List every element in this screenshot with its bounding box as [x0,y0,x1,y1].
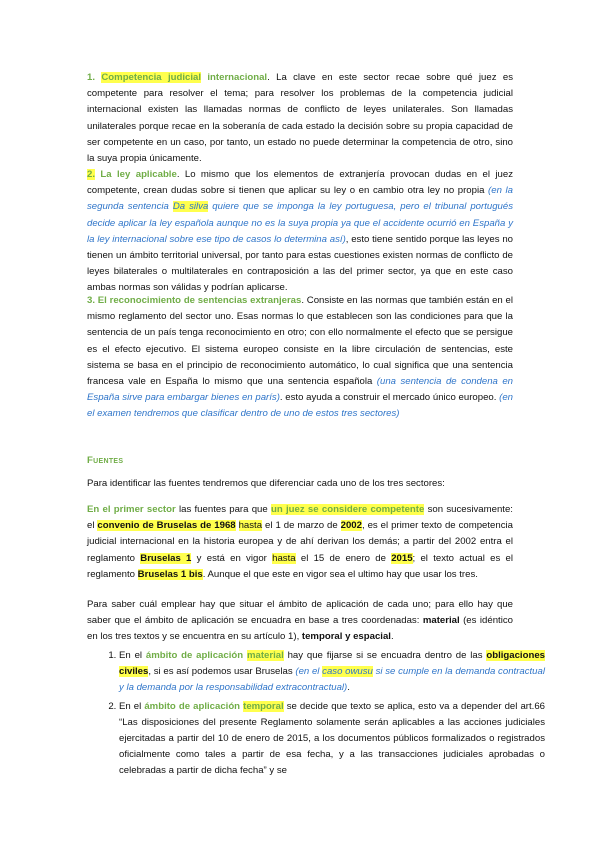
obligaciones-civiles-highlight: obligaciones civiles [119,650,545,678]
note-run: si se cumple en la demanda contractual y la demanda por la responsabilidad extracontractual) [119,666,545,694]
paragraph-section-2 [87,167,513,297]
text-run: , si es así podemos usar Bruselas [148,666,296,678]
juez-competente-highlight: un juez se considere competente [271,504,425,515]
caso-owusu-highlight: caso owusu [322,666,373,678]
text-run: . Aunque el que este en vigor sea el ultimo hay que usar los tres. [202,568,478,580]
hasta-highlight: hasta [238,520,263,532]
section-2-title: La ley aplicable [100,169,177,180]
section-3-body-a: . Consiste en las normas que también están en el mismo reglamento del sector uno. Esas normas lo que establecen son las condiciones para que la sentencia de un país tenga reconocimiento en otro; con ello normalmente el efecto que se persigue es el efecto ejecutivo. El sistema europeo consiste en la libre circulación de sentencias, este sistema se basa en el principio de reconocimiento automático, lo cual significa que una sentencia francesa vale en España lo mismo que una sentencia española [87,295,513,388]
section-2-body-a: . Lo mismo que los elementos de extranjería provocan dudas en el juez competente, crean dudas sobre si tienen que aplicar su ley o en cambio otra ley no propia [87,169,513,197]
temporal-highlight: temporal [243,700,284,712]
material-bold: material [422,615,460,627]
note-run: (en el [295,666,323,678]
paragraph-primer-sector [87,502,513,583]
primer-sector-lead: En el primer sector [87,504,176,515]
text-run: Para saber cuál emplear hay que situar el ámbito de aplicación de cada uno; para ello hay que saber que el ámbito de aplicación se encuadra en base a tres coordenadas: [87,599,513,627]
section-2-body-b: , esto tiene sentido porque las leyes no tienen un ámbito territorial universal, por tanto para estas cuestiones existen normas de conflicto de leyes bilaterales o multilaterales en contraposición a las del primer sector, ya que en este caso ambas normas son válidas y podrían aplicarse. [87,233,513,294]
text-run: hay que fijarse si se encuadra dentro de las [283,650,487,661]
list-item-temporal [119,699,545,780]
list-item-material [119,648,545,697]
ambito-label: ámbito de aplicación [145,650,244,661]
text-run: . [347,682,350,694]
text-run: ; el texto actual es el reglamento [87,552,513,580]
year-2002-highlight: 2002 [340,520,362,532]
paragraph-ambito [87,597,513,646]
section-1-body: . La clave en este sector recae sobre qué juez es competente para resolver el tema; para resolver los problemas de la competencia judicial internacional existen las llamadas normas de conflicto de leyes unilaterales. Son llamadas unilaterales porque recae en la soberanía de cada estado la decisión sobre su propia capacidad de ser competente en un caso, por tanto, un estado no puede determinar la competencia de otro, sino la suya propia únicamente. [87,72,513,165]
bruselas-1-bis-highlight: Bruselas 1 bis [137,568,203,580]
section-1-number: 1. [87,72,96,83]
section-3-body-b: . esto ayuda a construir el mercado único europeo. [279,392,500,404]
hasta-highlight-2: hasta [272,552,296,564]
fuentes-intro: Para identificar las fuentes tendremos que diferenciar cada uno de los tres sectores: [87,478,445,489]
paragraph-section-1 [87,70,513,167]
text-run: En el [119,700,145,712]
section-1-title-highlight: Competencia judicial [101,72,202,83]
text-run: se decide que texto se aplica, esto va a depender del art.66 “Las disposiciones del presente Reglamento solamente serán aplicables a las acciones judiciales ejercitadas a partir del 10 de enero de 2015, a los documentos públicos formalizados o registrados oficialmente como tales a partir de esa fecha, y a las transacciones judiciales aprobadas o celebradas a partir de dicha fecha” y se [119,700,545,777]
bruselas-1-highlight: Bruselas 1 [140,552,192,564]
text-run: (es idéntico en los tres textos y se encuentra en su artículo 1), [87,615,513,643]
section-2-note-a: (en la segunda sentencia [87,185,513,213]
text-run: son sucesivamente: el [87,504,513,532]
convenio-bruselas-highlight: convenio de Bruselas de 1968 [97,520,236,532]
ambito-label: ámbito de aplicación [144,700,241,712]
text-run: el 15 de enero de [295,552,392,564]
section-3-note-b: (en el examen tendremos que clasificar dentro de uno de estos tres sectores) [87,392,514,420]
text-run: , es el primer texto de competencia judicial internacional en la historia europea y de ahí derivan los demás; a partir del 2002 entra el reglamento [87,520,513,564]
text-run: el 1 de marzo de [262,520,341,532]
text-run: y está en vigor [191,552,273,564]
section-1-title: internacional [201,72,268,83]
section-2-note-b: quiere que se imponga la ley portuguesa, pero el tribunal portugués decide aplicar la ley española aunque no es la suya propia ya que el accidente ocurrió en España y la ley internacional sobre ese tipo de casos lo determina así) [87,201,513,245]
fuentes-heading: Fuentes [87,455,124,466]
ambito-list [87,648,545,782]
temporal-espacial-bold: temporal y espacial [301,631,391,643]
section-2-number: 2. [87,169,96,180]
paragraph-section-3 [87,293,513,423]
text-run: las fuentes para que [175,504,272,515]
text-run: . [390,631,394,643]
section-3-title: 3. El reconocimiento de sentencias extranjeras [87,295,302,306]
section-2-note-highlight: Da silva [172,201,209,213]
section-3-note-a: (una sentencia de condena en España sirve para embargar bienes en parís) [87,376,513,404]
material-highlight: material [246,650,284,661]
text-run: En el [119,650,146,661]
year-2015-highlight: 2015 [391,552,413,564]
